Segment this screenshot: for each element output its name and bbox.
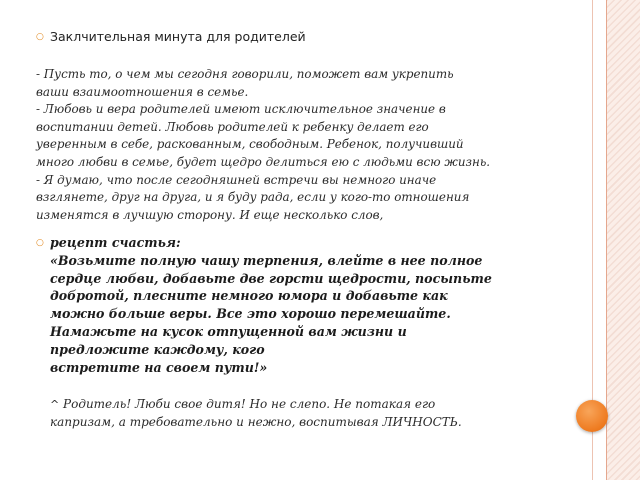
closing-line-text: Родитель! Люби свое дитя! Но не слепо. Не потакая его (63, 397, 436, 411)
closing-paragraph (50, 396, 570, 431)
bullet-icon: ○ (36, 238, 44, 248)
recipe-block (50, 234, 492, 376)
recipe-line: Намажьте на кусок отпущенной вам жизни и (50, 323, 407, 339)
paragraph-line: взглянете, друг на друга, и я буду рада, если у кого-то отношения (36, 190, 470, 205)
paragraph-line: - Пусть то, о чем мы сегодня говорили, поможет вам укрепить (36, 67, 454, 81)
recipe-line: можно больше веры. Все это хорошо перемешайте. (50, 306, 451, 322)
bullet-item-heading (36, 28, 306, 46)
paragraph-line: - Любовь и вера родителей имеют исключительное значение в (36, 102, 446, 117)
recipe-line: сердце любви, добавьте две горсти щедрости, посыпьте (50, 270, 492, 286)
recipe-title: рецепт счастья: (50, 235, 181, 250)
caret-symbol: ^ (50, 398, 60, 411)
closing-line: капризам, а требовательно и нежно, воспитывая ЛИЧНОСТЬ. (50, 414, 462, 429)
orange-circle-decoration (576, 400, 608, 432)
recipe-line: встретите на своем пути!» (50, 359, 268, 375)
recipe-line: «Возьмите полную чашу терпения, влейте в нее полное (50, 252, 483, 268)
paragraph-line: ваши взаимоотношения в семье. (36, 84, 249, 99)
recipe-line: предложите каждому, кого (50, 341, 265, 357)
paragraph-line: - Я думаю, что после сегодняшней встречи вы немного иначе (36, 172, 437, 187)
paragraph-line: воспитании детей. Любовь родителей к ребенку делает его (36, 119, 429, 134)
decorative-side-band (606, 0, 640, 480)
paragraph-line: изменятся в лучшую сторону. И еще несколько слов, (36, 207, 384, 222)
bullet-icon: ○ (36, 32, 44, 42)
paragraph-line: много любви в семье, будет щедро делиться ею с людьми всю жизнь. (36, 154, 491, 169)
body-paragraph (36, 66, 556, 224)
paragraph-line: уверенным в себе, раскованным, свободным. Ребенок, получивший (36, 137, 464, 152)
recipe-line: добротой, плесните немного юмора и добавьте как (50, 288, 448, 304)
closing-line (50, 396, 570, 414)
heading-text: Заклчительная минута для родителей (50, 29, 306, 44)
bullet-item-recipe (36, 234, 492, 376)
